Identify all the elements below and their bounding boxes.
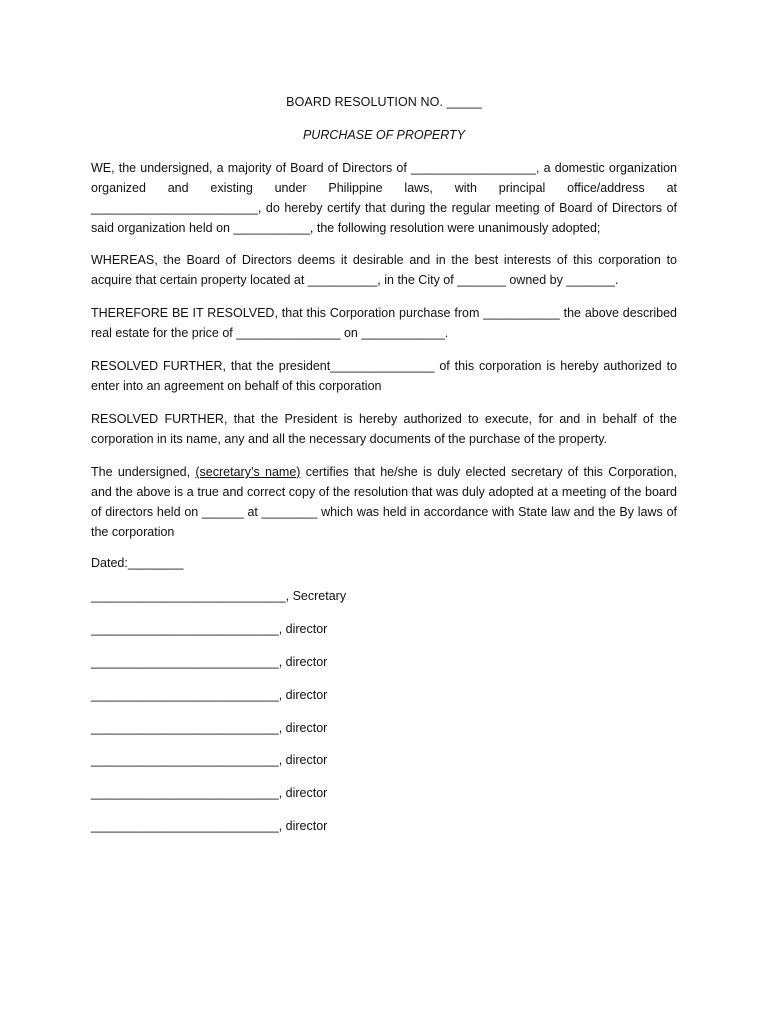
signature-line-secretary: ____________________________, Secretary: [91, 589, 347, 603]
signature-line-director: ___________________________, director: [91, 786, 328, 800]
signature-line-director: ___________________________, director: [91, 819, 328, 833]
paragraph-resolved-further-president: RESOLVED FURTHER, that the president_______________ of this corporation is hereby authorized to enter into an agreement on behalf of this corporation: [91, 359, 677, 393]
signature-line-director: ___________________________, director: [91, 753, 328, 767]
paragraph-therefore-resolved: THEREFORE BE IT RESOLVED, that this Corporation purchase from ___________ the above described real estate for the price of _______________ on ____________.: [91, 306, 677, 340]
dated-line: Dated:________: [91, 556, 184, 570]
paragraph-resolved-further-execute: RESOLVED FURTHER, that the President is hereby authorized to execute, for and in behalf of the corporation in its name, any and all the necessary documents of the purchase of the property.: [91, 412, 677, 446]
paragraph-certification: WE, the undersigned, a majority of Board of Directors of __________________, a domestic organization organized and existing under Philippine laws, with principal office/address at ________________________, do hereby certify that during the regular meeting of Board of Directors of said organization held on ___________, the following resolution were unanimously adopted;: [91, 161, 677, 235]
signature-line-director: ___________________________, director: [91, 688, 328, 702]
secretary-cert-intro: The undersigned,: [91, 465, 196, 479]
signature-line-director: ___________________________, director: [91, 721, 328, 735]
document-subtitle: PURCHASE OF PROPERTY: [302, 128, 466, 142]
signature-line-director: ___________________________, director: [91, 622, 328, 636]
signature-line-director: ___________________________, director: [91, 655, 328, 669]
secretary-name-placeholder: (secretary’s name): [195, 465, 301, 479]
paragraph-secretary-certification: [91, 462, 677, 542]
document-title: BOARD RESOLUTION NO. _____: [286, 95, 482, 109]
paragraph-whereas: WHEREAS, the Board of Directors deems it desirable and in the best interests of this corporation to acquire that certain property located at __________, in the City of _______ owned by _______.: [91, 253, 677, 287]
secretary-cert-body: certifies that he/she is duly elected secretary of this Corporation, and the above is a true and correct copy of the resolution that was duly adopted at a meeting of the board of directors held on ______ at ________ which was held in accordance with State law and the By laws of the corporation: [91, 465, 677, 539]
